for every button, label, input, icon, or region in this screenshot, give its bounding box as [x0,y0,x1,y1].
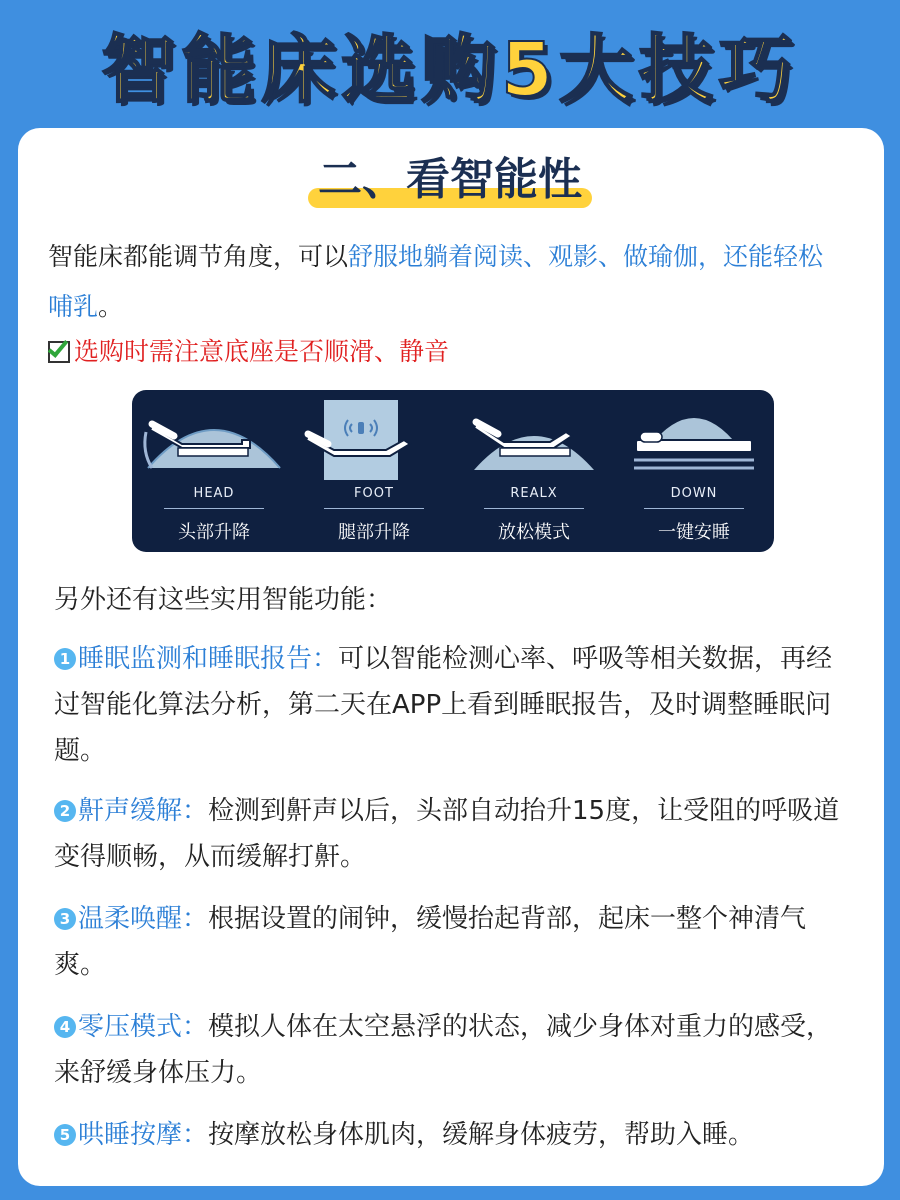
mode-cn-label: 放松模式 [498,522,570,543]
number-badge-icon: 3 [54,908,76,930]
mode-cn-label: 头部升降 [178,522,250,543]
note-line [48,330,848,374]
mode-cn-label: 腿部升降 [338,522,410,543]
mode-divider [484,508,584,509]
section-heading [0,150,900,210]
feature-item [54,1112,854,1158]
intro-text: 智能床都能调节角度，可以 [48,242,349,271]
intro-highlight: 舒服地躺着阅读、观影、做瑜伽，还能轻松哺乳 [48,242,824,321]
feature-item [54,896,854,988]
bed-flat-icon [614,396,774,486]
feature-desc: 检测到鼾声以后，头部自动抬升15度，让受阻的呼吸道变得顺畅，从而缓解打鼾。 [54,796,840,872]
section-title: 二、看智能性 [318,154,582,205]
mode-en-label: FOOT [354,486,394,501]
check-icon [48,341,70,363]
bed-modes-panel [132,390,774,552]
number-badge-icon: 1 [54,648,76,670]
mode-divider [324,508,424,509]
feature-item [54,1004,854,1096]
feature-name: 温柔唤醒： [78,904,209,934]
bed-head-icon [134,396,294,486]
mode-cn-label: 一键安睡 [658,522,730,543]
mode-head [134,390,294,552]
number-badge-icon: 4 [54,1016,76,1038]
number-badge-icon: 2 [54,800,76,822]
feature-item [54,788,854,880]
feature-desc: 根据设置的闹钟，缓慢抬起背部，起床一整个神清气爽。 [54,904,807,980]
mode-realx [454,390,614,552]
bed-foot-icon [294,396,454,486]
intro-end: 。 [98,292,124,321]
feature-name: 哄睡按摩： [78,1120,209,1150]
mode-divider [164,508,264,509]
page-title: 智能床选购5大技巧 [101,27,799,113]
mode-divider [644,508,744,509]
intro-paragraph [48,232,848,332]
number-badge-icon: 5 [54,1124,76,1146]
feature-desc: 按摩放松身体肌肉，缓解身体疲劳，帮助入睡。 [208,1120,755,1150]
mode-foot [294,390,454,552]
feature-desc: 模拟人体在太空悬浮的状态，减少身体对重力的感受，来舒缓身体压力。 [54,1012,833,1088]
mode-en-label: HEAD [193,486,235,501]
feature-name: 睡眠监测和睡眠报告： [78,644,339,674]
extra-intro: 另外还有这些实用智能功能： [54,585,393,615]
feature-desc: 可以智能检测心率、呼吸等相关数据，再经过智能化算法分析，第二天在APP上看到睡眠报告，及时调整睡眠问题。 [54,644,833,766]
mode-en-label: REALX [510,486,558,501]
mode-en-label: DOWN [670,486,718,501]
note-text: 选购时需注意底座是否顺滑、静音 [74,337,450,366]
mode-down [614,390,774,552]
feature-name: 鼾声缓解： [78,796,209,826]
bed-relax-icon [454,396,614,486]
feature-item [54,636,854,774]
feature-name: 零压模式： [78,1012,209,1042]
